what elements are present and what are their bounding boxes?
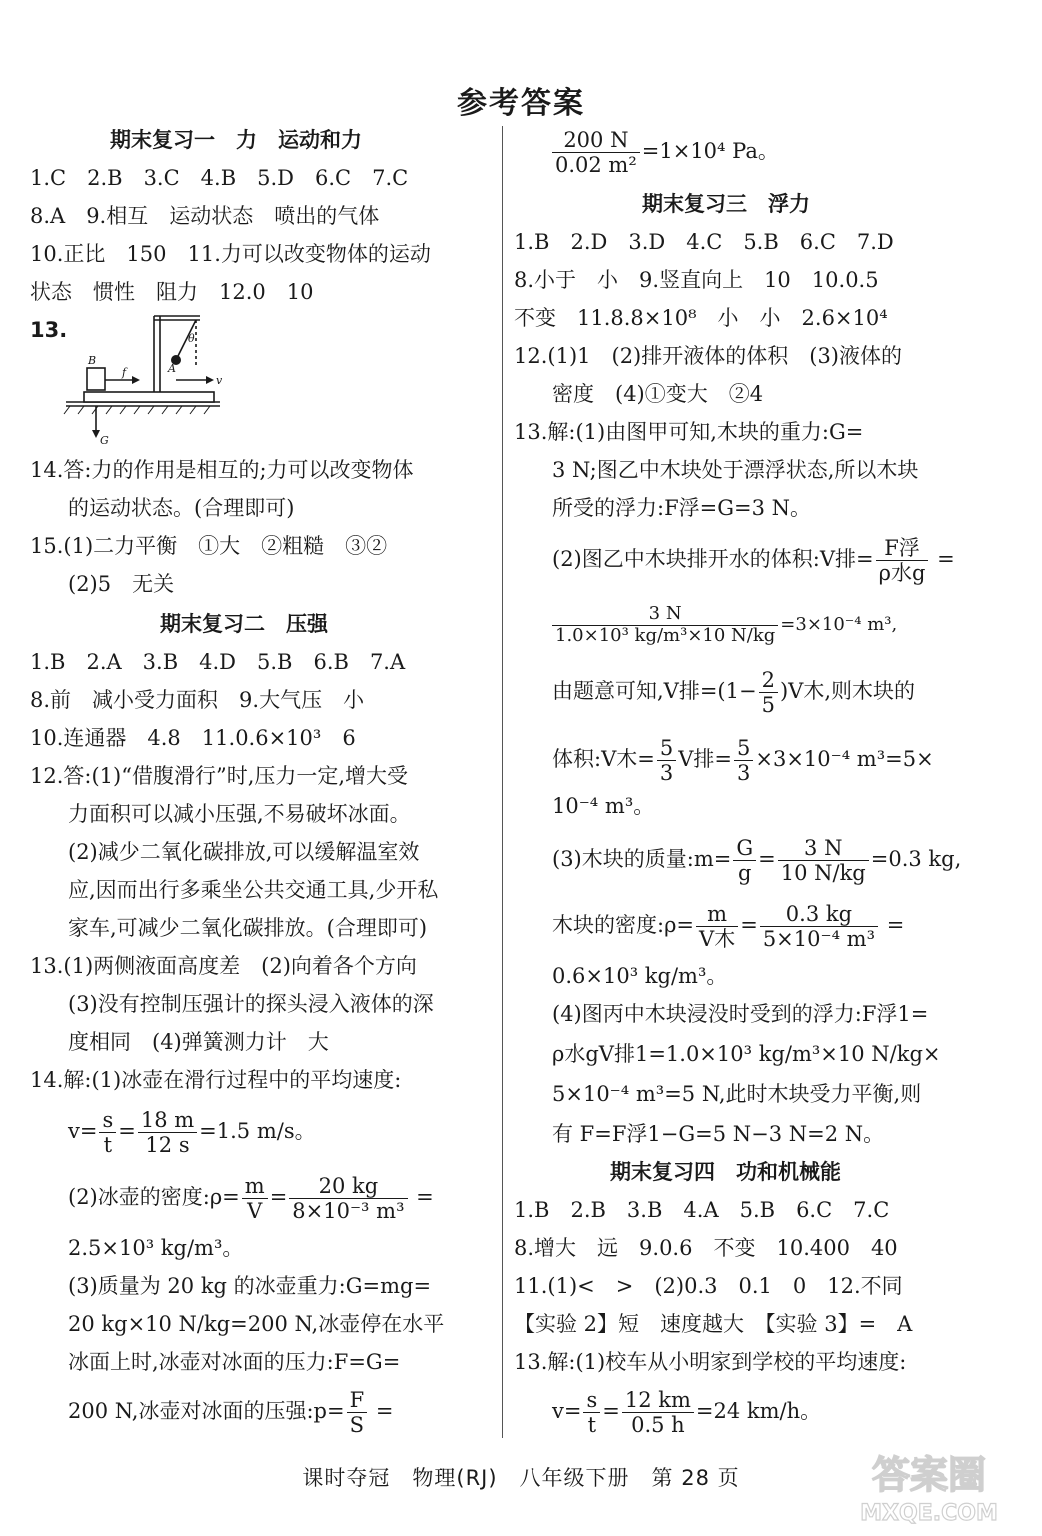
answer-line: (3)没有控制压强计的探头浸入液体的深 (68, 992, 434, 1016)
answer-line: 所受的浮力:F浮=G=3 N。 (552, 496, 812, 520)
column-divider (502, 126, 503, 1438)
formula-block-density: 木块的密度:ρ= $\frac{m}{\text{V木}}$ = $\frac{0.3 kg}{\text{5×10⁻⁴ m³}}$ = (552, 902, 905, 952)
section-title: 期末复习四 功和机械能 (610, 1160, 841, 1184)
answer-line: (2)5 无关 (68, 572, 175, 596)
answer-line: 8.前 减小受力面积 9.大气压 小 (30, 688, 365, 712)
label-f: f (122, 366, 127, 379)
formula-pressure: 200 N,冰壶对冰面的压强:p= $\frac{F}{S}$ = (68, 1388, 394, 1438)
answer-line: 力面积可以减小压强,不易破坏冰面。 (68, 802, 411, 826)
watermark-text: 答案圈 (871, 1453, 987, 1497)
answer-line: 1.B 2.B 3.B 4.A 5.B 6.C 7.C (514, 1198, 890, 1222)
answer-line: 5×10⁻⁴ m³=5 N,此时木块受力平衡,则 (552, 1082, 922, 1106)
answer-line: (2)减少二氧化碳排放,可以缓解温室效 (68, 840, 420, 864)
answer-line: 10⁻⁴ m³。 (552, 794, 655, 818)
label-b: B (88, 354, 97, 367)
answer-line: (4)图丙中木块浸没时受到的浮力:F浮1= (552, 1002, 929, 1026)
formula-block-volume: 体积:V木= $\frac{5}{3}$ V排= $\frac{5}{3}$ ×3×10⁻⁴ m³=5× (552, 736, 934, 786)
answer-line: 8.小于 小 9.竖直向上 10 10.0.5 (514, 268, 879, 292)
answer-line: 8.增大 远 9.0.6 不变 10.400 40 (514, 1236, 898, 1260)
formula-mass: (3)木块的质量:m= $\frac{G}{g}$ = $\frac{3 N}{10 N/kg}$ =0.3 kg, (552, 836, 962, 886)
answer-line: 【实验 2】短 速度越大 【实验 3】= A (514, 1312, 913, 1336)
formula-pressure-result: $\frac{200 N}{\text{0.02 m²}}$ =1×10⁴ Pa。 (550, 128, 779, 177)
answer-line: 有 F=F浮1−G=5 N−3 N=2 N。 (552, 1122, 885, 1146)
formula-velocity: v= $\frac{s}{t}$ = $\frac{18 m}{12 s}$ =1.5 m/s。 (68, 1108, 316, 1158)
watermark-url: MXQE.COM (860, 1501, 998, 1526)
section-title: 期末复习一 力 运动和力 (110, 128, 362, 152)
answer-line: (3)质量为 20 kg 的冰壶重力:G=mg= (68, 1274, 432, 1298)
answer-line: 1.B 2.D 3.D 4.C 5.B 6.C 7.D (514, 230, 894, 254)
answer-line: 的运动状态。(合理即可) (68, 496, 295, 520)
section-title: 期末复习三 浮力 (642, 192, 810, 216)
formula-ratio: 由题意可知,V排=(1− $\frac{2}{5}$ )V木,则木块的 (552, 668, 916, 718)
answer-line: 13.(1)两侧液面高度差 (2)向着各个方向 (30, 954, 417, 978)
watermark-logo (834, 1448, 1024, 1528)
answer-line: 14.答:力的作用是相互的;力可以改变物体 (30, 458, 414, 482)
label-theta: θ (188, 332, 195, 345)
answer-line: ρ水gV排1=1.0×10³ kg/m³×10 N/kg× (552, 1042, 941, 1066)
answer-line: 10.连通器 4.8 11.0.6×10³ 6 (30, 726, 356, 750)
answer-line: 13.解:(1)校车从小明家到学校的平均速度: (514, 1350, 907, 1374)
answer-line: 密度 (4)①变大 ②4 (552, 382, 764, 406)
answer-line: 状态 惯性 阻力 12.0 10 (30, 280, 314, 304)
answer-line: 0.6×10³ kg/m³。 (552, 964, 728, 988)
formula-displaced-volume: (2)图乙中木块排开水的体积:V排= $\frac{\text{F浮}}{\text{ρ水g}}$ = (552, 536, 955, 586)
answer-line: 13.解:(1)由图甲可知,木块的重力:G= (514, 420, 864, 444)
answer-line: 12.答:(1)“借腹滑行”时,压力一定,增大受 (30, 764, 409, 788)
answer-line: 家车,可减少二氧化碳排放。(合理即可) (68, 916, 428, 940)
answer-line: 8.A 9.相互 运动状态 喷出的气体 (30, 204, 380, 228)
answer-line: 度相同 (4)弹簧测力计 大 (68, 1030, 329, 1054)
answer-line: 20 kg×10 N/kg=200 N,冰壶停在水平 (68, 1312, 445, 1336)
formula-bus-speed: v= $\frac{s}{t}$ = $\frac{12 km}{0.5 h}$ =24 km/h。 (552, 1388, 822, 1438)
question-number: 13. (30, 318, 68, 342)
answer-line: 3 N;图乙中木块处于漂浮状态,所以木块 (552, 458, 919, 482)
answer-line: 14.解:(1)冰壶在滑行过程中的平均速度: (30, 1068, 402, 1092)
answer-line: 11.(1)< > (2)0.3 0.1 0 12.不同 (514, 1274, 903, 1298)
answer-line: 应,因而出行多乘坐公共交通工具,少开私 (68, 878, 439, 902)
answer-line: 15.(1)二力平衡 ①大 ②粗糙 ③② (30, 534, 388, 558)
formula-density: (2)冰壶的密度:ρ= $\frac{m}{V}$ = $\frac{20 kg}{\text{8×10⁻³ m³}}$ = (68, 1174, 434, 1224)
section-title: 期末复习二 压强 (160, 612, 328, 636)
label-g: G (100, 434, 109, 447)
answer-line: 冰面上时,冰壶对冰面的压力:F=G= (68, 1350, 401, 1374)
force-diagram (60, 310, 240, 450)
page-footer: 课时夺冠 物理(RJ) 八年级下册 第 28 页 (302, 1466, 740, 1490)
answer-line: 1.B 2.A 3.B 4.D 5.B 6.B 7.A (30, 650, 406, 674)
answer-line: 10.正比 150 11.力可以改变物体的运动 (30, 242, 431, 266)
answer-line: 不变 11.8.8×10⁸ 小 小 2.6×10⁴ (514, 306, 888, 330)
formula-volume-calc: $\frac{3 N}{\text{1.0×10³ kg/m³×10 N/kg}}$ =3×10⁻⁴ m³, (550, 604, 897, 646)
label-a: A (168, 362, 176, 375)
page-title: 参考答案 (457, 86, 585, 121)
label-v: v (216, 374, 223, 387)
answer-line: 2.5×10³ kg/m³。 (68, 1236, 244, 1260)
answer-line: 1.C 2.B 3.C 4.B 5.D 6.C 7.C (30, 166, 409, 190)
answer-line: 12.(1)1 (2)排开液体的体积 (3)液体的 (514, 344, 902, 368)
